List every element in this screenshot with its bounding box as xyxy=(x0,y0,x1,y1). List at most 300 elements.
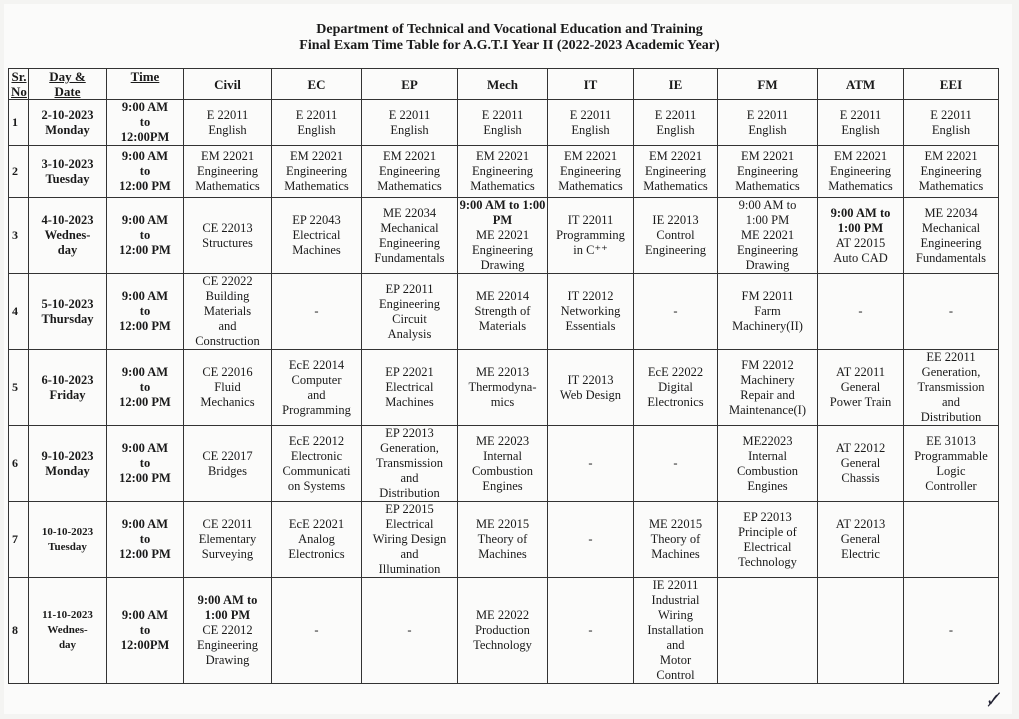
day-text: Wednes- day xyxy=(44,228,91,257)
subject-line: Theory of xyxy=(477,532,528,546)
subject-cell-ep xyxy=(362,350,458,426)
subject-line: Fluid xyxy=(214,380,241,394)
time-line: to xyxy=(139,304,151,318)
subject-line: EM 22021 xyxy=(563,149,618,163)
subject-line: Programming xyxy=(556,228,625,242)
row-number: 3 xyxy=(9,198,29,274)
subject-line: EM 22021 xyxy=(833,149,888,163)
day-text: Monday xyxy=(45,122,90,137)
subject-line: - xyxy=(673,456,678,470)
subject-line: - xyxy=(948,623,954,637)
subject-cell-it xyxy=(548,578,634,684)
subject-line: Mathematics xyxy=(470,179,535,193)
subject-cell-eei xyxy=(904,100,999,146)
subject-line: Engineering xyxy=(736,243,799,257)
subject-cell-fm xyxy=(718,198,818,274)
subject-cell-eei xyxy=(904,426,999,502)
subject-line: and xyxy=(400,471,419,485)
subject-line: Engineering xyxy=(196,164,259,178)
subject-cell-ep xyxy=(362,578,458,684)
subject-cell-fm xyxy=(718,502,818,578)
subject-line: - xyxy=(858,304,863,318)
subject-line: Motor xyxy=(659,653,692,667)
subject-line: Machines xyxy=(478,547,527,561)
subject-cell-ep xyxy=(362,100,458,146)
subject-line: Generation, xyxy=(921,365,981,379)
subject-line: Internal xyxy=(483,448,522,463)
subject-line: Mathematics xyxy=(195,179,260,193)
subject-line: and xyxy=(218,319,237,333)
subject-cell-eei xyxy=(904,350,999,426)
subject-line: Fundamentals xyxy=(915,250,987,265)
subject-line: IE 22011 xyxy=(652,578,699,592)
subject-line: Mechanical xyxy=(380,220,439,235)
time-line: to xyxy=(139,456,151,470)
subject-cell-civil xyxy=(184,350,272,426)
subject-line: ME 22014 xyxy=(475,289,530,303)
subject-cell-ec xyxy=(272,146,362,198)
subject-cell-civil xyxy=(184,426,272,502)
document-title xyxy=(0,22,1019,54)
subject-line: Analysis xyxy=(387,326,432,341)
subject-line: E 22011 xyxy=(481,107,524,122)
subject-line: Mathematics xyxy=(377,179,442,193)
date-text: 9-10-2023 xyxy=(41,448,94,463)
time-line: 12:00 PM xyxy=(119,243,171,257)
subject-line: English xyxy=(297,122,336,137)
subject-cell-atm xyxy=(818,502,904,578)
subject-line: Electronics xyxy=(288,547,345,561)
subject-line: Distribution xyxy=(379,486,440,500)
subject-line: EE 31013 xyxy=(926,433,976,448)
time-line: 12:00 PM xyxy=(119,179,171,193)
subject-line: EP 22013 xyxy=(385,426,434,440)
subject-line: 9:00 AM to xyxy=(738,198,797,212)
time-line: to xyxy=(139,380,151,394)
subject-cell-eei xyxy=(904,502,999,578)
signature-mark: ✓̸ xyxy=(985,690,1001,710)
date-text: 4-10-2023 xyxy=(41,213,94,227)
special-time: 9:00 AM to 1:00 PM xyxy=(830,205,891,235)
subject-line: Mechanics xyxy=(200,395,255,409)
time-line: 12:00 PM xyxy=(119,547,171,561)
subject-line: Installation xyxy=(647,623,704,637)
subject-line: ME 22021 xyxy=(740,228,795,242)
subject-line: Engineering xyxy=(920,235,982,250)
exam-time xyxy=(107,578,184,684)
subject-line: Illumination xyxy=(378,562,441,576)
day-text: Thursday xyxy=(41,311,94,326)
subject-line: - xyxy=(588,532,593,546)
subject-line: EcE 22014 xyxy=(288,357,345,372)
row-number: 1 xyxy=(9,100,29,146)
subject-line: Engineering xyxy=(378,235,441,250)
special-time: 9:00 AM to 1:00 PM xyxy=(197,593,258,622)
subject-cell-civil xyxy=(184,502,272,578)
table-header-row xyxy=(9,69,999,100)
subject-line: English xyxy=(390,122,429,137)
table-row xyxy=(9,350,999,426)
subject-line: FM 22011 xyxy=(741,289,794,303)
time-line: to xyxy=(139,532,151,546)
table-row xyxy=(9,100,999,146)
subject-line: Essentials xyxy=(565,319,616,333)
subject-line: - xyxy=(588,623,593,637)
subject-line: ME 22015 xyxy=(475,517,530,531)
exam-time xyxy=(107,198,184,274)
subject-line: Mathematics xyxy=(284,179,349,193)
subject-line: Machines xyxy=(385,395,434,409)
subject-line: in C⁺⁺ xyxy=(573,243,608,257)
day-text: Tuesday xyxy=(48,540,87,553)
subject-cell-civil xyxy=(184,100,272,146)
subject-line: Repair and xyxy=(740,387,795,402)
time-line: 12:00 PM xyxy=(119,319,171,333)
subject-line: Mathematics xyxy=(918,179,984,193)
subject-line: - xyxy=(673,304,678,318)
subject-line: Construction xyxy=(195,334,260,348)
subject-cell-mech xyxy=(458,100,548,146)
subject-cell-fm xyxy=(718,100,818,146)
subject-line: E 22011 xyxy=(569,107,612,122)
subject-line: Strength of xyxy=(474,304,531,318)
subject-cell-mech xyxy=(458,426,548,502)
subject-line: Engineering xyxy=(378,296,441,311)
subject-line: English xyxy=(748,122,787,137)
subject-line: Analog xyxy=(298,532,335,546)
subject-line: ME 22023 xyxy=(475,433,530,448)
subject-cell-ep xyxy=(362,502,458,578)
subject-line: Electrical xyxy=(385,517,434,531)
subject-line: - xyxy=(314,623,319,637)
row-number: 4 xyxy=(9,274,29,350)
subject-line: Drawing xyxy=(480,258,525,272)
time-line: 9:00 AM xyxy=(121,289,169,303)
column-header-fm: FM xyxy=(718,69,818,100)
column-header-eei: EEI xyxy=(904,69,999,100)
subject-line: Electrical xyxy=(743,539,792,554)
subject-cell-ie xyxy=(634,274,718,350)
exam-date xyxy=(29,350,107,426)
subject-line: CE 22013 xyxy=(202,220,253,235)
subject-cell-it xyxy=(548,274,634,350)
subject-line: Fundamentals xyxy=(374,250,445,265)
subject-line: Mathematics xyxy=(643,179,708,193)
exam-date xyxy=(29,502,107,578)
subject-cell-civil xyxy=(184,578,272,684)
time-line: 9:00 AM xyxy=(121,517,169,531)
subject-line: Electronic xyxy=(290,448,343,463)
subject-line: E 22011 xyxy=(839,107,882,122)
subject-line: EP 22015 xyxy=(385,502,434,516)
subject-line: Combustion xyxy=(736,463,799,478)
table-row xyxy=(9,274,999,350)
subject-line: EP 22011 xyxy=(385,281,434,296)
subject-line: EM 22021 xyxy=(924,149,978,163)
subject-line: Materials xyxy=(478,319,527,333)
time-line: 9:00 AM xyxy=(121,149,169,163)
subject-line: Building xyxy=(205,289,250,303)
subject-cell-fm xyxy=(718,578,818,684)
subject-cell-fm xyxy=(718,146,818,198)
time-line: 12:00 PM xyxy=(119,471,171,485)
subject-cell-eei xyxy=(904,198,999,274)
subject-line: Internal xyxy=(748,448,787,463)
subject-line: CE 22012 xyxy=(202,623,253,637)
subject-cell-atm xyxy=(818,100,904,146)
date-text: 5-10-2023 xyxy=(41,296,94,311)
subject-cell-civil xyxy=(184,274,272,350)
subject-line: E 22011 xyxy=(930,107,972,122)
subject-cell-civil xyxy=(184,146,272,198)
subject-line: Bridges xyxy=(208,463,247,478)
subject-line: Machinery(II) xyxy=(732,319,803,333)
subject-cell-fm xyxy=(718,274,818,350)
subject-cell-ie xyxy=(634,578,718,684)
subject-cell-eei xyxy=(904,146,999,198)
subject-line: Computer xyxy=(291,372,342,387)
subject-line: Generation, xyxy=(380,441,439,455)
subject-line: Engineering xyxy=(471,164,534,178)
subject-line: EcE 22012 xyxy=(288,433,345,448)
subject-line: E 22011 xyxy=(388,107,431,122)
subject-line: ME 22015 xyxy=(648,517,703,531)
subject-line: Chassis xyxy=(841,471,880,485)
column-header-civil: Civil xyxy=(184,69,272,100)
subject-cell-mech xyxy=(458,502,548,578)
subject-line: EP 22021 xyxy=(385,365,434,379)
subject-line: Digital xyxy=(658,380,693,394)
time-line: 9:00 AM xyxy=(121,608,169,622)
subject-line: Engineering xyxy=(559,164,622,178)
subject-line: Logic xyxy=(936,463,966,478)
table-row xyxy=(9,146,999,198)
subject-line: Circuit xyxy=(392,311,427,326)
subject-line: AT 22015 xyxy=(835,235,886,250)
subject-line: Wiring Design xyxy=(372,532,447,546)
subject-cell-ie xyxy=(634,146,718,198)
subject-line: FM 22012 xyxy=(741,357,794,372)
subject-line: Technology xyxy=(473,638,532,652)
exam-time xyxy=(107,426,184,502)
subject-line: CE 22016 xyxy=(202,365,253,379)
subject-cell-fm xyxy=(718,426,818,502)
date-text: 10-10-2023 xyxy=(41,525,94,538)
row-number: 2 xyxy=(9,146,29,198)
subject-line: CE 22022 xyxy=(202,274,253,288)
subject-line: CE 22017 xyxy=(202,448,253,463)
subject-cell-ec xyxy=(272,350,362,426)
subject-line: Farm xyxy=(754,304,781,318)
subject-line: Machines xyxy=(292,243,341,257)
subject-line: Engineering xyxy=(285,164,348,178)
subject-cell-eei xyxy=(904,274,999,350)
subject-line: ME 22034 xyxy=(924,205,978,220)
subject-line: IE 22013 xyxy=(652,213,699,227)
subject-line: Mathematics xyxy=(828,179,893,193)
time-line: 9:00 AM xyxy=(121,100,169,114)
subject-line: English xyxy=(656,122,695,137)
subject-cell-mech xyxy=(458,198,548,274)
subject-line: English xyxy=(483,122,522,137)
subject-cell-civil xyxy=(184,198,272,274)
subject-line: Transmission xyxy=(376,456,443,470)
special-time: 9:00 AM to 1:00 PM xyxy=(459,198,546,227)
subject-line: Engineering xyxy=(196,638,259,652)
subject-line: and xyxy=(666,638,685,652)
subject-line: Networking xyxy=(560,304,621,318)
time-line: 12:00 PM xyxy=(119,395,171,409)
subject-line: Surveying xyxy=(201,547,254,561)
column-header-atm: ATM xyxy=(818,69,904,100)
subject-cell-ie xyxy=(634,502,718,578)
column-header-time: Time xyxy=(107,69,184,100)
subject-line: General xyxy=(840,532,881,546)
subject-line: Communicati xyxy=(282,463,351,478)
subject-cell-ec xyxy=(272,578,362,684)
subject-line: Production xyxy=(475,623,530,637)
subject-line: 1:00 PM xyxy=(745,213,790,227)
subject-line: Mechanical xyxy=(921,220,981,235)
subject-line: E 22011 xyxy=(206,107,249,122)
subject-line: Control xyxy=(656,228,695,242)
subject-cell-it xyxy=(548,198,634,274)
subject-cell-ec xyxy=(272,502,362,578)
subject-line: on Systems xyxy=(287,478,346,493)
exam-date xyxy=(29,578,107,684)
subject-line: Web Design xyxy=(559,387,622,402)
table-row xyxy=(9,502,999,578)
exam-date xyxy=(29,100,107,146)
subject-cell-ec xyxy=(272,426,362,502)
subject-cell-atm xyxy=(818,426,904,502)
subject-line: EM 22021 xyxy=(648,149,703,163)
subject-line: CE 22011 xyxy=(202,517,253,531)
time-line: 9:00 AM xyxy=(121,441,169,455)
subject-line: Drawing xyxy=(205,653,250,667)
subject-cell-mech xyxy=(458,350,548,426)
subject-line: ME 22034 xyxy=(382,205,437,220)
subject-cell-ep xyxy=(362,274,458,350)
subject-cell-fm xyxy=(718,350,818,426)
subject-line: Maintenance(I) xyxy=(728,402,807,417)
subject-line: Programmable xyxy=(914,448,988,463)
subject-line: mics xyxy=(490,395,515,409)
subject-line: Engineering xyxy=(736,164,799,178)
subject-line: EM 22021 xyxy=(289,149,344,163)
table-row xyxy=(9,578,999,684)
column-header-ec: EC xyxy=(272,69,362,100)
subject-line: E 22011 xyxy=(295,107,338,122)
subject-line: Engines xyxy=(482,478,523,493)
subject-line: Programming xyxy=(282,402,351,417)
subject-line: Engineering xyxy=(644,164,707,178)
subject-cell-mech xyxy=(458,146,548,198)
subject-line: ME22023 xyxy=(742,433,793,448)
subject-line: AT 22011 xyxy=(836,365,885,379)
subject-cell-ec xyxy=(272,198,362,274)
time-line: to xyxy=(139,228,151,242)
subject-line: Mathematics xyxy=(735,179,800,193)
subject-line: Controller xyxy=(925,478,977,493)
exam-time xyxy=(107,146,184,198)
subject-cell-ie xyxy=(634,100,718,146)
subject-cell-ec xyxy=(272,100,362,146)
column-header-ie: IE xyxy=(634,69,718,100)
exam-time xyxy=(107,350,184,426)
subject-line: Electrical xyxy=(292,228,341,242)
row-number: 5 xyxy=(9,350,29,426)
column-header-mech: Mech xyxy=(458,69,548,100)
subject-line: EM 22021 xyxy=(475,149,530,163)
subject-line: Power Train xyxy=(829,395,892,409)
subject-line: Engineering xyxy=(378,164,441,178)
subject-cell-ec xyxy=(272,274,362,350)
subject-cell-ie xyxy=(634,198,718,274)
subject-line: Industrial xyxy=(651,593,700,607)
day-text: Monday xyxy=(45,463,90,478)
subject-line: Wiring xyxy=(658,608,693,622)
subject-cell-it xyxy=(548,426,634,502)
column-header-ep: EP xyxy=(362,69,458,100)
subject-line: Machinery xyxy=(740,372,795,387)
time-line: to xyxy=(139,164,151,178)
subject-cell-atm xyxy=(818,578,904,684)
exam-date xyxy=(29,146,107,198)
column-header-day-date: Day & Date xyxy=(29,69,107,100)
subject-line: IT 22013 xyxy=(567,372,614,387)
subject-line: Combustion xyxy=(471,463,534,478)
subject-line: ME 22021 xyxy=(475,228,530,242)
subject-line: Theory of xyxy=(650,532,701,546)
subject-line: IT 22012 xyxy=(567,289,614,303)
subject-line: EM 22021 xyxy=(740,149,795,163)
subject-line: Transmission xyxy=(917,380,985,394)
subject-cell-atm xyxy=(818,146,904,198)
date-text: 3-10-2023 xyxy=(41,156,94,171)
subject-line: Engineering xyxy=(920,164,982,178)
table-row xyxy=(9,426,999,502)
subject-line: EM 22021 xyxy=(200,149,255,163)
exam-time xyxy=(107,100,184,146)
exam-time xyxy=(107,274,184,350)
exam-time xyxy=(107,502,184,578)
subject-cell-it xyxy=(548,100,634,146)
subject-line: EE 22011 xyxy=(926,350,976,364)
subject-line: Control xyxy=(656,668,695,682)
subject-line: IT 22011 xyxy=(567,213,614,227)
subject-line: English xyxy=(208,122,247,137)
exam-date xyxy=(29,274,107,350)
subject-cell-it xyxy=(548,146,634,198)
subject-line: - xyxy=(407,623,412,637)
subject-line: Principle of xyxy=(738,524,797,539)
subject-line: E 22011 xyxy=(654,107,697,122)
subject-line: Distribution xyxy=(920,410,982,424)
row-number: 6 xyxy=(9,426,29,502)
subject-cell-mech xyxy=(458,578,548,684)
subject-line: EcE 22021 xyxy=(288,517,345,531)
subject-line: Machines xyxy=(651,547,700,561)
subject-line: - xyxy=(588,456,593,470)
subject-cell-atm xyxy=(818,198,904,274)
column-header-sr-no: Sr. No xyxy=(9,69,29,100)
subject-line: Engineering xyxy=(829,164,892,178)
exam-date xyxy=(29,198,107,274)
table-body xyxy=(9,100,999,684)
subject-line: Technology xyxy=(738,554,797,569)
subject-cell-ie xyxy=(634,426,718,502)
